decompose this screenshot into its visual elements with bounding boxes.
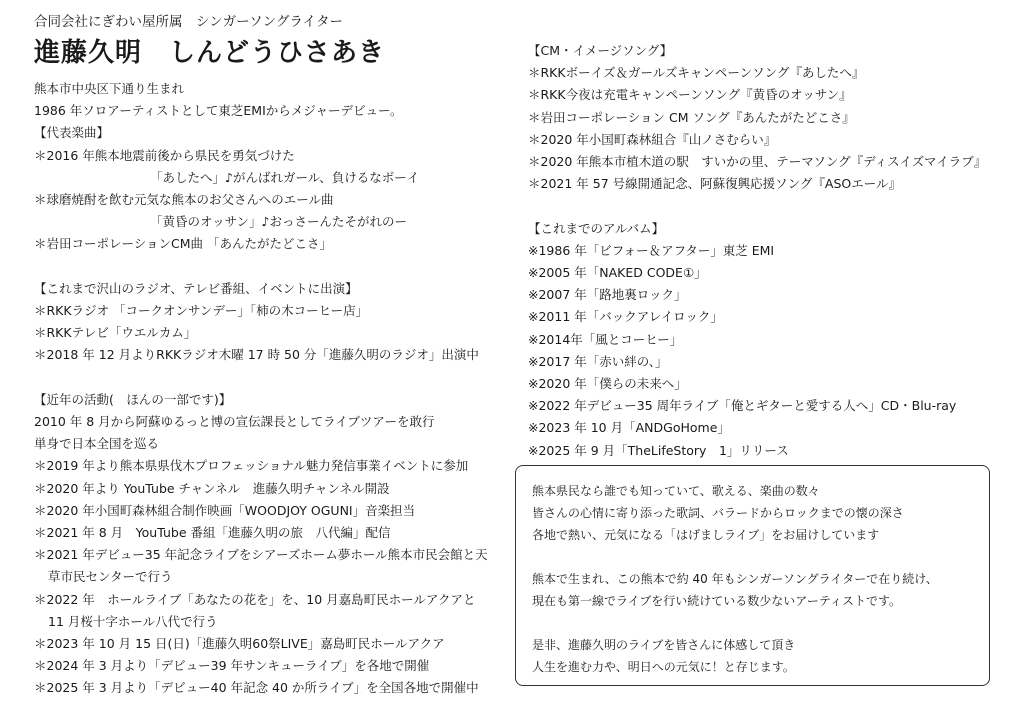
song-item: ＊球磨焼酎を飲む元気な熊本のお父さんへのエール曲: [34, 192, 334, 208]
activity-item: 単身で日本全国を巡る: [34, 436, 160, 452]
media-item: ＊RKKラジオ 「コークオンサンデー」「柿の木コーヒー店」: [34, 303, 369, 319]
activity-item: ＊2023 年 10 月 15 日(日)「進藤久明60祭LIVE」嘉島町民ホールアクア: [34, 636, 445, 652]
album-item: ※2017 年「赤い絆の、」: [528, 353, 668, 369]
right-column: [528, 40, 998, 462]
activity-item: ＊2019 年より熊本県県伐木プロフェッショナル魅力発信事業イベントに参加: [34, 458, 469, 474]
message-line: 各地で熱い、元気になる「はげましライブ」をお届けしています: [532, 528, 880, 542]
activity-item: ＊2024 年 3 月より「デビュー39 年サンキューライブ」を各地で開催: [34, 658, 430, 674]
cm-item: ＊2021 年 57 号線開通記念、阿蘇復興応援ソング『ASOエール』: [528, 176, 901, 192]
activity-item: 草市民センターで行う: [48, 569, 173, 585]
album-item: ※2020 年「僕らの未来へ」: [528, 376, 687, 392]
songs-heading: 【代表楽曲】: [34, 125, 110, 141]
intro-line: 1986 年ソロアーティストとして東芝EMIからメジャーデビュー。: [34, 103, 403, 119]
activity-item: ＊2020 年より YouTube チャンネル 進藤久明チャンネル開設: [34, 480, 390, 496]
cm-item: ＊RKKボーイズ＆ガールズキャンペーンソング『あしたへ』: [528, 65, 865, 81]
song-item: ＊2016 年熊本地震前後から県民を勇気づけた: [34, 147, 295, 163]
activity-item: ＊2021 年 8 月 YouTube 番組「進藤久明の旅 八代編」配信: [34, 525, 391, 541]
media-item: ＊2018 年 12 月よりRKKラジオ木曜 17 時 50 分「進藤久明のラジオ」出演中: [34, 347, 479, 363]
song-item: ＊岩田コーポレーションCM曲 「あんたがたどこさ」: [34, 236, 332, 252]
intro-line: 熊本市中央区下通り生まれ: [34, 81, 185, 96]
album-item: ※2014年「風とコーヒー」: [528, 331, 683, 347]
activity-item: 2010 年 8 月から阿蘇ゆるっと博の宣伝課長としてライブツアーを敢行: [34, 414, 435, 430]
cm-item: ＊RKK今夜は充電キャンペーンソング『黄昏のオッサン』: [528, 87, 852, 103]
activity-item: ＊2021 年デビュー35 年記念ライブをシアーズホーム夢ホール熊本市民会館と天: [34, 547, 488, 563]
cm-item: ＊2020 年熊本市植木道の駅 すいかの里、テーマソング『ディスイズマイラブ』: [528, 154, 987, 170]
message-line: 皆さんの心情に寄り添った歌詞、バラードからロックまでの懐の深さ: [532, 506, 904, 520]
representative-songs-list: [34, 145, 504, 256]
album-item: ※2011 年「バックアレイロック」: [528, 309, 723, 325]
media-heading: 【これまで沢山のラジオ、テレビ番組、イベントに出演】: [34, 280, 358, 296]
activity-item: ＊2020 年小国町森林組合制作映画「WOODJOY OGUNI」音楽担当: [34, 502, 416, 518]
left-column: [34, 12, 504, 700]
cm-heading: 【CM・イメージソング】: [528, 43, 673, 58]
message-box: [515, 465, 990, 686]
album-item: ※2007 年「路地裏ロック」: [528, 287, 687, 303]
album-item: ※2022 年デビュー35 周年ライブ「俺とギターと愛する人へ」CD・Blu-ray: [528, 398, 957, 414]
message-line: 現在も第一線でライブを行い続けている数少ないアーティストです。: [532, 594, 902, 609]
song-item: 「あしたへ」♪がんばれガール、負けるなボーイ: [150, 169, 420, 185]
message-line: 人生を進む力や、明日への元気に！と存じます。: [532, 660, 795, 675]
activities-heading: 【近年の活動( ほんの一部です)】: [34, 391, 232, 407]
message-line: 熊本県民なら誰でも知っていて、歌える、楽曲の数々: [532, 484, 820, 498]
album-item: ※2005 年「NAKED CODE①」: [528, 265, 707, 281]
media-item: ＊RKKテレビ「ウエルカム」: [34, 325, 197, 341]
affiliation-subtitle: 合同会社にぎわい屋所属 シンガーソングライター: [34, 14, 343, 30]
album-item: ※2023 年 10 月「ANDGoHome」: [528, 420, 730, 436]
activities-list: [34, 411, 504, 700]
song-item: 「黄昏のオッサン」♪おっさーんたそがれのー: [150, 214, 407, 230]
albums-heading: 【これまでのアルバム】: [528, 220, 665, 236]
cm-item: ＊岩田コーポレーション CM ソング『あんたがたどこさ』: [528, 109, 855, 125]
activity-item: 11 月桜十字ホール八代で行う: [48, 613, 218, 629]
message-line: 熊本で生まれ、この熊本で約 40 年もシンガーソングライターで在り続け、: [532, 572, 938, 587]
artist-name-title: 進藤久明 しんどうひさあき: [34, 38, 386, 68]
activity-item: ＊2022 年 ホールライブ「あなたの花を」を、10 月嘉島町民ホールアクアと: [34, 591, 476, 607]
cm-item: ＊2020 年小国町森林組合『山ノさむらい』: [528, 131, 777, 147]
album-item: ※1986 年「ビフォー＆アフター」東芝 EMI: [528, 242, 775, 258]
activity-item: ＊2025 年 3 月より「デビュー40 年記念 40 か所ライブ」を全国各地で開催中: [34, 680, 479, 696]
album-item: ※2025 年 9 月「TheLifeStory 1」リリース: [528, 442, 789, 458]
message-line: 是非、進藤久明のライブを皆さんに体感して頂き: [532, 638, 796, 653]
